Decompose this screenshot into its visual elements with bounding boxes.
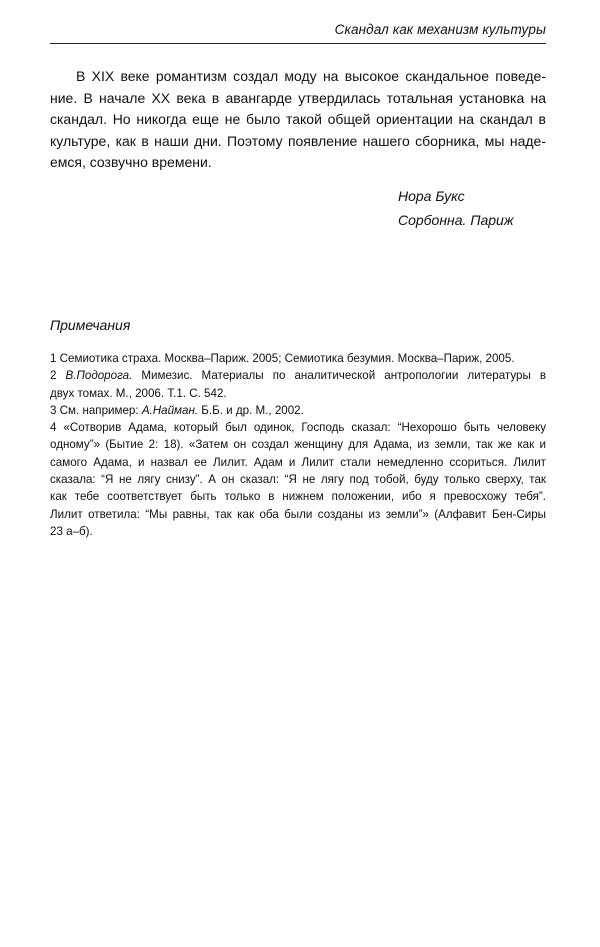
- note-2-line-1: [50, 367, 546, 384]
- paragraph-line: культуре, как в наши дни. Поэтому появление нашего сборника, мы наде-: [50, 132, 546, 149]
- note-4-line: одному”» (Бытие 2: 18). «Затем он создал женщину для Адама, из земли, так же как и: [50, 438, 546, 452]
- note-4-line: сказала: “Я не лягу снизу”. А он сказал: “Я не лягу под тобой, буду только сверху, так: [50, 473, 546, 487]
- note-author: А.Найман.: [141, 403, 199, 417]
- note-2-line-2: двух томах. М., 2006. Т.1. С. 542.: [50, 386, 227, 400]
- note-4-line: 4 «Сотворив Адама, который был одинок, Господь сказал: “Нехорошо быть человеку: [50, 421, 546, 435]
- paragraph-line: В XIX веке романтизм создал моду на высокое скандальное поведе-: [76, 68, 546, 84]
- note-text: 3 См. например:: [50, 403, 142, 417]
- header-rule: [50, 43, 546, 44]
- note-author: В.Подорога.: [65, 369, 133, 383]
- note-4-line: самого Адама, и назвал ее Лилит. Адам и Лилит стали немедленно ссориться. Лилит: [50, 455, 546, 469]
- note-2: [50, 367, 546, 402]
- paragraph-line: емся, созвучно времени.: [50, 154, 212, 170]
- note-4-line: Лилит ответила: “Мы равны, так как оба были созданы из земли”» (Алфавит Бен-Сиры: [50, 507, 546, 521]
- note-3: [50, 402, 546, 419]
- note-4-line: 23 а–б).: [50, 524, 93, 538]
- note-4-line: как тебе соответствует быть только в нижнем положении, ибо я превосхожу тебя”.: [50, 490, 546, 504]
- note-text: Мимезис. Материалы по аналитической антропологии литературы в: [132, 369, 546, 383]
- note-number: 2: [50, 369, 66, 383]
- notes-heading: Примечания: [50, 317, 131, 333]
- paragraph-line: скандал. Но никогда еще не было такой общей ориентации на скандал в: [50, 111, 546, 127]
- paragraph-line: ние. В начале XX века в авангарде утвердилась тотальная установка на: [50, 89, 546, 106]
- note-1: 1 Семиотика страха. Москва–Париж. 2005; Семиотика безумия. Москва–Париж, 2005.: [50, 352, 515, 365]
- author-name: Нора Букс: [398, 188, 465, 204]
- notes-list: [50, 350, 546, 540]
- note-text: Б.Б. и др. М., 2002.: [198, 403, 304, 417]
- author-place: Сорбонна. Париж: [398, 212, 514, 228]
- closing-paragraph: [50, 66, 546, 174]
- note-4: [50, 419, 546, 540]
- running-head: Скандал как механизм культуры: [334, 22, 546, 37]
- signature-block: [398, 184, 513, 232]
